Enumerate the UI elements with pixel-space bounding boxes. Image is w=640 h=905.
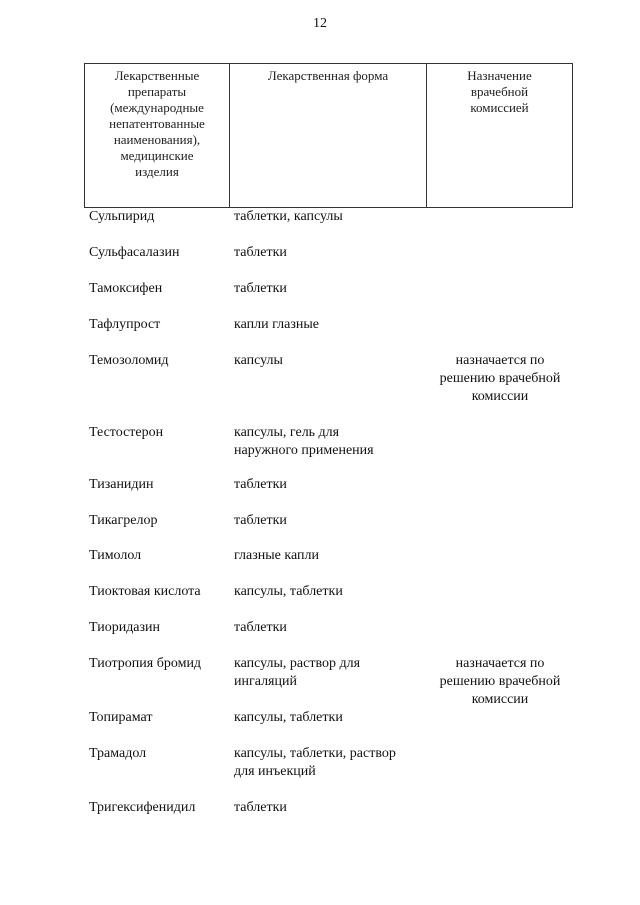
drug-name: Тестостерон	[89, 425, 164, 440]
table-header	[84, 63, 573, 208]
header-drug-name: Лекарственные препараты (международные непатентованные наименования), медицинские изделия	[85, 64, 230, 207]
drug-name: Тафлупрост	[89, 317, 161, 332]
drug-name: Тамоксифен	[89, 281, 163, 296]
dosage-form: капсулы, гель для наружного применения	[234, 425, 374, 458]
drug-name: Тригексифенидил	[89, 800, 196, 815]
page-number: 12	[313, 16, 327, 31]
dosage-form: капсулы, раствор для ингаляций	[234, 656, 361, 689]
drug-name: Топирамат	[89, 710, 153, 725]
drug-name: Темозоломид	[89, 353, 169, 368]
dosage-form: капсулы, таблетки	[234, 584, 343, 599]
dosage-form: таблетки	[234, 800, 287, 815]
dosage-form: капсулы	[234, 353, 283, 368]
drug-name: Сульпирид	[89, 209, 155, 224]
header-dosage-form: Лекарственная форма	[230, 64, 427, 207]
drug-name: Сульфасалазин	[89, 245, 180, 260]
drug-name: Тиоридазин	[89, 620, 161, 635]
dosage-form: капсулы, таблетки	[234, 710, 343, 725]
dosage-form: капли глазные	[234, 317, 319, 332]
dosage-form: таблетки	[234, 281, 287, 296]
commission-note: назначается по решению врачебной комиссии	[439, 353, 561, 404]
drug-name: Трамадол	[89, 746, 147, 761]
drug-name: Тикагрелор	[89, 513, 158, 528]
dosage-form: таблетки	[234, 245, 287, 260]
drug-name: Тиоктовая кислота	[89, 584, 201, 599]
dosage-form: глазные капли	[234, 548, 319, 563]
dosage-form: таблетки	[234, 477, 287, 492]
dosage-form: таблетки, капсулы	[234, 209, 343, 224]
commission-note: назначается по решению врачебной комиссии	[439, 656, 561, 707]
dosage-form: таблетки	[234, 513, 287, 528]
dosage-form: капсулы, таблетки, раствор для инъекций	[234, 746, 396, 779]
dosage-form: таблетки	[234, 620, 287, 635]
drug-name: Тимолол	[89, 548, 142, 563]
drug-name: Тиотропия бромид	[89, 656, 202, 671]
header-commission: Назначение врачебной комиссией	[467, 68, 532, 115]
drug-name: Тизанидин	[89, 477, 154, 492]
